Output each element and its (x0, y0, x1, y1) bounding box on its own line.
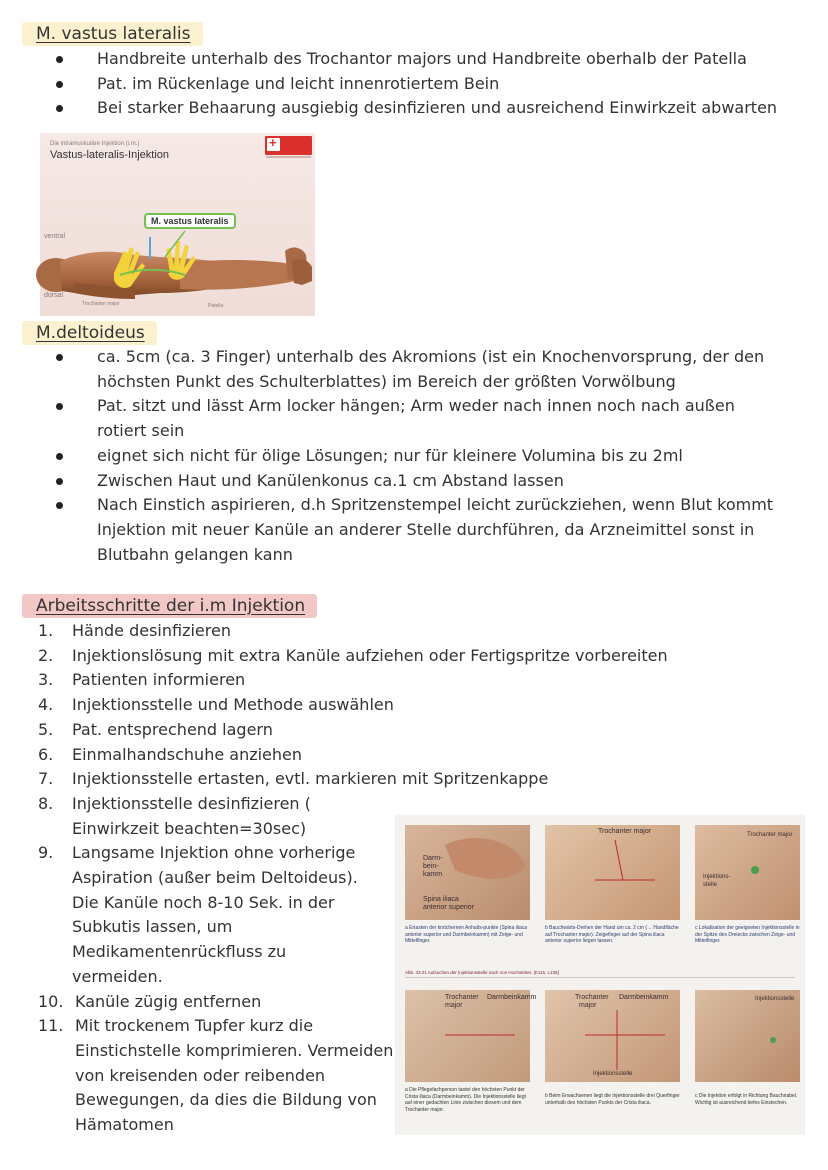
list-item: 1. Hände desinfizieren (38, 621, 231, 640)
list-item: 10. Kanüle zügig entfernen (38, 991, 262, 1011)
list-item: 3. Patienten informieren (38, 670, 246, 690)
figure-small-caption: Die intramuskuläre Injektion (i.m.) (50, 141, 140, 147)
figure-caption: Abb. 43.21 Aufsuchen der Injektionsstelle nach von Hochstetter. [K115, L138] (405, 970, 559, 975)
caption-b: b Bauchwärts-Drehen der Hand um ca. 2 cm (→ Handfläche auf Trochanter major). Zeigefinger auf der Spina iliaca anterior superior liegen lassen. (545, 925, 679, 944)
heading-vastus-lateralis: M. vastus lateralis (22, 22, 203, 46)
caption-e: b Beim Erwachsenen liegt die Injektionsstelle drei Querfinger unterhalb des höchsten Punkts der Crista iliaca. (545, 1093, 680, 1106)
list-item: 8. Injektionsstelle desinfizieren ( Einwirkzeit beachten=30sec) (38, 793, 311, 838)
photo-panel-f: Injektionsstelle (695, 990, 800, 1082)
label-ventral: ventral (44, 233, 66, 240)
photo-panel-a: Darm- bein- kamm Spina iliaca anterior superior (405, 825, 530, 920)
vastus-bullet-list (56, 47, 826, 121)
deltoideus-bullet-list (56, 345, 784, 567)
label-trochanter: Trochanter major (82, 301, 120, 307)
photo-panel-b: Trochanter major (545, 825, 680, 920)
label-dorsal: dorsal (44, 292, 64, 299)
list-item: 11. Mit trockenem Tupfer kurz die Einstichstelle komprimieren. Vermeiden von kreisenden oder reibenden Bewegungen, da dies die Bildung von Hämatomen (38, 1016, 394, 1135)
figure-title: Vastus-lateralis-Injektion (50, 149, 170, 161)
photo-panel-e: Trochanter major Darmbeinkamm Injektionsstelle (545, 990, 680, 1082)
list-item: 2. Injektionslösung mit extra Kanüle aufziehen oder Fertigspritze vorbereiten (38, 645, 668, 665)
list-item: 5. Pat. entsprechend lagern (38, 719, 273, 739)
list-item: 6. Einmalhandschuhe anziehen (38, 744, 303, 764)
list-item: 9. Langsame Injektion ohne vorherige Aspiration (außer beim Deltoideus). Die Kanüle noch 8-10 Sek. in der Subkutis lassen, um Medikamentenrückfluss zu vermeiden. (38, 843, 358, 986)
list-item: ca. 5cm (ca. 3 Finger) unterhalb des Akromions (ist ein Knochenvorsprung, der den höchsten Punkt des Schulterblattes) im Bereich der größten Vorwölbung (56, 345, 784, 394)
heading-deltoideus: M.deltoideus (22, 321, 157, 345)
list-item: 4. Injektionsstelle und Methode auswählen (38, 695, 394, 715)
list-item: Nach Einstich aspirieren, d.h Spritzenstempel leicht zurückziehen, wenn Blut kommt Injektion mit neuer Kanüle an anderer Stelle durchführen, da Arzneimittel sonst in Blutbahn gelangen kann (56, 493, 784, 567)
muscle-label-tag: M. vastus lateralis (144, 213, 236, 229)
list-item: eignet sich nicht für ölige Lösungen; nur für kleinere Volumina bis zu 2ml (56, 444, 784, 469)
list-item: 7. Injektionsstelle ertasten, evtl. markieren mit Spritzenkappe (38, 769, 549, 789)
caption-d: a Die Pflegefachperson tastet den höchsten Punkt der Crista iliaca (Darmbeinkamm). Die Injektionsstelle liegt auf einer gedachten Linie zwischen diesem und dem Trochanter major. (405, 1087, 526, 1113)
figure-vastus-lateralis (40, 133, 315, 316)
list-item: Handbreite unterhalb des Trochantor majors und Handbreite oberhalb der Patella (56, 47, 826, 72)
list-item: Pat. sitzt und lässt Arm locker hängen; Arm weder nach innen noch nach außen rotiert sein (56, 394, 784, 443)
heading-arbeitsschritte: Arbeitsschritte der i.m Injektion (22, 594, 317, 618)
figure-injection-site-photos (395, 815, 805, 1135)
list-item: Pat. im Rückenlage und leicht innenrotiertem Bein (56, 72, 826, 97)
photo-panel-d: Trochanter major Darmbeinkamm (405, 990, 530, 1082)
list-item: Bei starker Behaarung ausgiebig desinfizieren und ausreichend Einwirkzeit abwarten (56, 96, 826, 121)
label-patella: Patella (208, 303, 224, 309)
caption-f: c Die Injektion erfolgt in Richtung Bauchnabel. Wichtig ist ausreichend tiefes Einstechen. (695, 1093, 798, 1106)
photo-panel-c: Trochanter major Injektions- stelle (695, 825, 800, 920)
list-item: Zwischen Haut und Kanülenkonus ca.1 cm Abstand lassen (56, 469, 784, 494)
caption-a: a Ertasten der knöchernen Anhalts-punkte (Spina iliaca anterior superior und Darmbeinkamm) mit Zeige- und Mittelfinger. (405, 925, 528, 944)
caption-c: c Lokalisation der geeigneten Injektionsstelle in der Spitze des Dreiecks zwischen Zeige- und Mittelfinger. (695, 925, 800, 944)
